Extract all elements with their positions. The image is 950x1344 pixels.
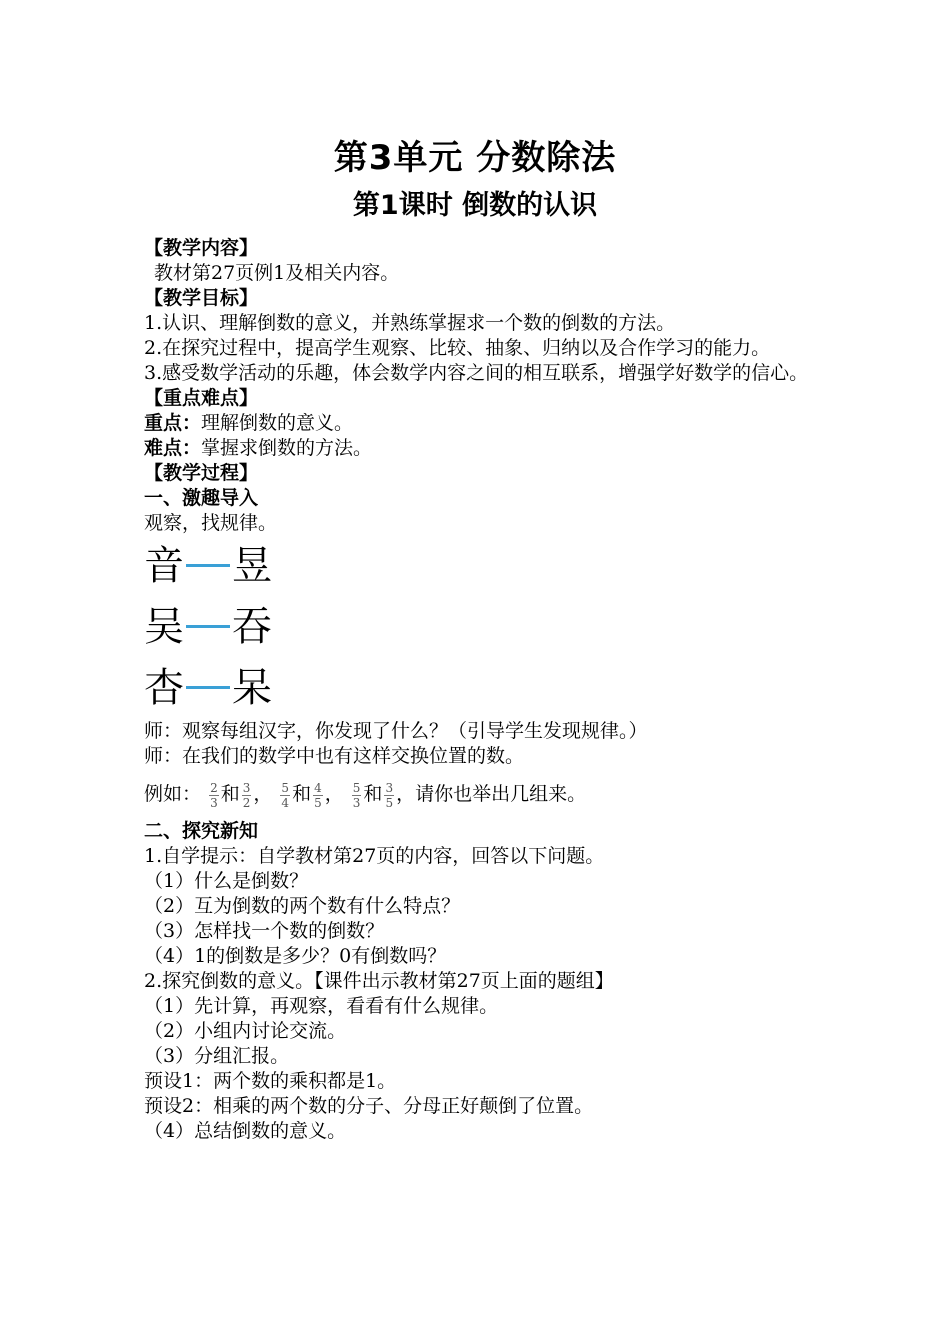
section1-title: 一、激趣导入: [144, 487, 259, 509]
difficult-point: [144, 436, 824, 461]
teacher-line: 师：观察每组汉字，你发现了什么？（引导学生发现规律。）: [144, 720, 648, 742]
fraction: $\frac{4}{5}$: [314, 780, 322, 810]
and-word: 和: [292, 783, 312, 805]
comma: ，: [253, 783, 273, 805]
difficult-text: 掌握求倒数的方法。: [201, 437, 373, 459]
connector-line: [186, 625, 230, 628]
study-line: （4）1的倒数是多少？0有倒数吗？: [144, 945, 447, 967]
example-prefix: 例如：: [144, 783, 202, 805]
study-line: 1.自学提示：自学教材第27页的内容，回答以下问题。: [144, 845, 605, 867]
comma: ，: [324, 783, 344, 805]
study-line: （3）怎样找一个数的倒数？: [144, 920, 385, 942]
example-suffix: ，请你也举出几组来。: [396, 783, 587, 805]
difficult-label: 难点：: [144, 437, 202, 459]
teacher-line: 师：在我们的数学中也有这样交换位置的数。: [144, 745, 525, 767]
study-line: （1）什么是倒数？: [144, 870, 309, 892]
char-left: 吴: [144, 604, 184, 650]
goal-item: 2.在探究过程中，提高学生观察、比较、抽象、归纳以及合作学习的能力。: [144, 337, 771, 359]
char-right: 呆: [232, 665, 272, 711]
char-left: 音: [144, 543, 184, 589]
example-line: [144, 773, 824, 819]
lesson-content: [144, 236, 824, 1144]
key-label: 重点：: [144, 412, 202, 434]
process-header: 【教学过程】: [144, 462, 259, 484]
fraction: $\frac{5}{3}$: [352, 780, 361, 810]
study-line: 2.探究倒数的意义。【课件出示教材第27页上面的题组】: [144, 970, 614, 992]
study-line: （1）先计算，再观察，看看有什么规律。: [144, 995, 499, 1017]
study-line: 预设1：两个数的乘积都是1。: [144, 1070, 397, 1092]
fraction: $\frac{3}{5}$: [385, 780, 394, 810]
char-pair: [144, 658, 824, 719]
connector-line: [186, 564, 230, 567]
study-line: （3）分组汇报。: [144, 1045, 290, 1067]
section2-title: 二、探究新知: [144, 820, 259, 842]
char-right: 昱: [232, 543, 272, 589]
fraction: $\frac{2}{3}$: [210, 780, 218, 810]
goal-item: 3.感受数学活动的乐趣，体会数学内容之间的相互联系，增强学好数学的信心。: [144, 362, 809, 384]
connector-line: [186, 686, 230, 689]
content-text: 教材第27页例1及相关内容。: [154, 262, 400, 284]
char-right: 吞: [232, 604, 272, 650]
char-left: 杏: [144, 665, 184, 711]
content-header: 【教学内容】: [144, 237, 259, 259]
study-line: （2）小组内讨论交流。: [144, 1020, 347, 1042]
fraction: $\frac{5}{4}$: [281, 780, 290, 810]
study-line: （2）互为倒数的两个数有什么特点？: [144, 895, 461, 917]
fraction: $\frac{3}{2}$: [242, 780, 251, 810]
lesson-title: 第1课时 倒数的认识: [352, 190, 598, 221]
and-word: 和: [363, 783, 383, 805]
goal-item: 1.认识、理解倒数的意义，并熟练掌握求一个数的倒数的方法。: [144, 312, 676, 334]
key-text: 理解倒数的意义。: [201, 412, 354, 434]
observe-text: 观察，找规律。: [144, 512, 278, 534]
char-pair: [144, 597, 824, 658]
key-header: 【重点难点】: [144, 387, 259, 409]
key-point: [144, 411, 824, 436]
char-pair: [144, 536, 824, 597]
goals-header: 【教学目标】: [144, 287, 259, 309]
study-line: 预设2：相乘的两个数的分子、分母正好颠倒了位置。: [144, 1095, 594, 1117]
and-word: 和: [220, 783, 240, 805]
unit-title: 第3单元 分数除法: [333, 138, 617, 178]
study-line: （4）总结倒数的意义。: [144, 1120, 347, 1142]
